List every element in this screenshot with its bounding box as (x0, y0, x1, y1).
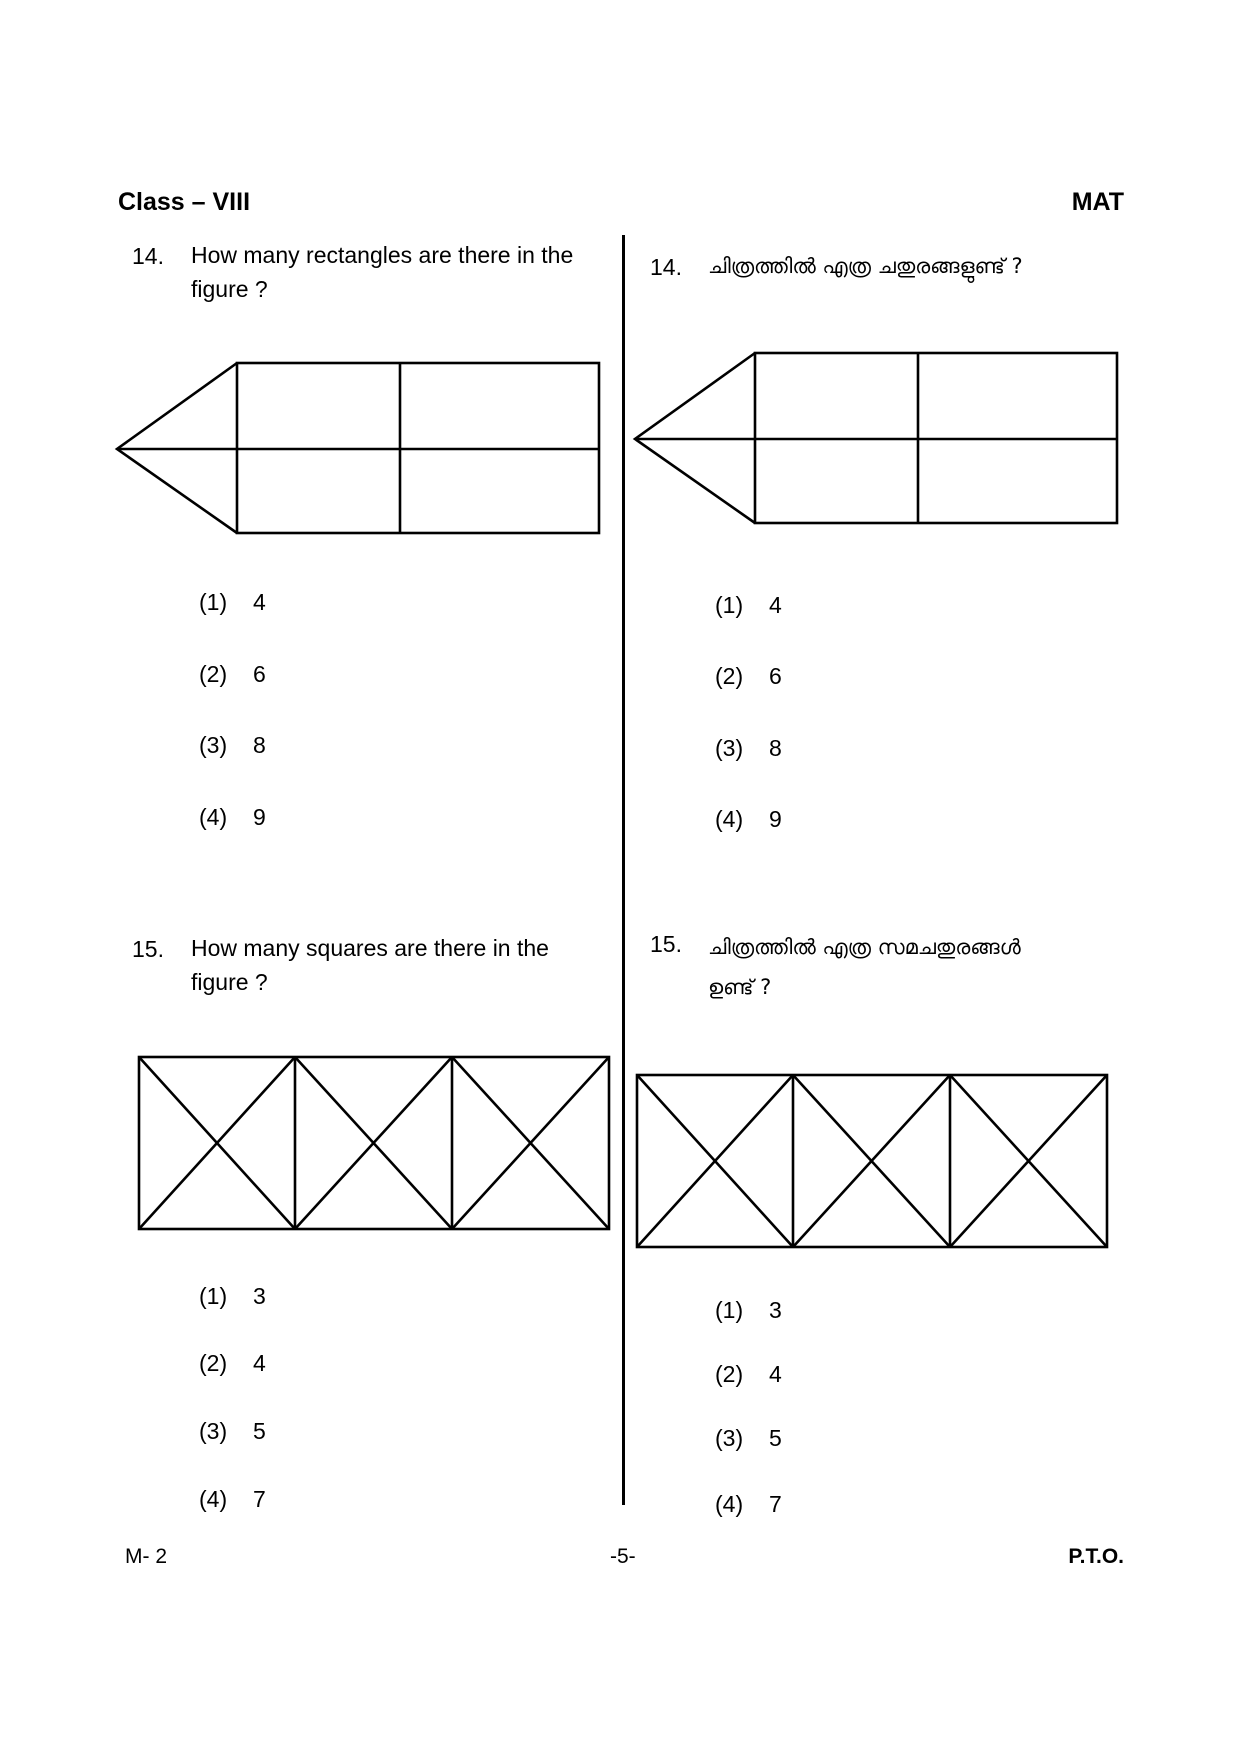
option-1[interactable]: (1) 4 (715, 592, 782, 618)
question-number: 15. (132, 936, 164, 962)
question-text-line: ഉണ്ട് ? (708, 975, 772, 999)
option-3[interactable]: (3) 5 (199, 1418, 266, 1444)
question-text-line: ചിത്രത്തിൽ എത്ര ചതുരങ്ങളുണ്ട് ? (708, 254, 1023, 278)
question-number: 15. (650, 931, 682, 957)
booklet-code: M- 2 (125, 1545, 167, 1568)
option-4[interactable]: (4) 9 (715, 806, 782, 832)
option-3[interactable]: (3) 8 (199, 732, 266, 758)
option-1[interactable]: (1) 3 (715, 1297, 782, 1323)
option-2[interactable]: (2) 4 (715, 1361, 782, 1387)
option-4[interactable]: (4) 7 (199, 1486, 266, 1512)
option-1[interactable]: (1) 3 (199, 1283, 266, 1309)
question-number: 14. (650, 254, 682, 280)
option-2[interactable]: (2) 6 (715, 663, 782, 689)
option-3[interactable]: (3) 8 (715, 735, 782, 761)
question-text-line: How many rectangles are there in the (191, 242, 574, 268)
question-text-line: figure ? (191, 969, 268, 995)
option-2[interactable]: (2) 6 (199, 661, 266, 687)
page-number: -5- (610, 1545, 636, 1568)
question-number: 14. (132, 243, 164, 269)
option-2[interactable]: (2) 4 (199, 1350, 266, 1376)
option-1[interactable]: (1) 4 (199, 589, 266, 615)
option-3[interactable]: (3) 5 (715, 1425, 782, 1451)
subject-label: MAT (1071, 188, 1124, 216)
class-label: Class – VIII (118, 188, 251, 216)
question-text-line: How many squares are there in the (191, 935, 549, 961)
option-4[interactable]: (4) 9 (199, 804, 266, 830)
please-turn-over: P.T.O. (1068, 1545, 1124, 1568)
question-text-line: ചിത്രത്തിൽ എത്ര സമചതുരങ്ങൾ (708, 935, 1021, 959)
question-text-line: figure ? (191, 276, 268, 302)
option-4[interactable]: (4) 7 (715, 1491, 782, 1517)
